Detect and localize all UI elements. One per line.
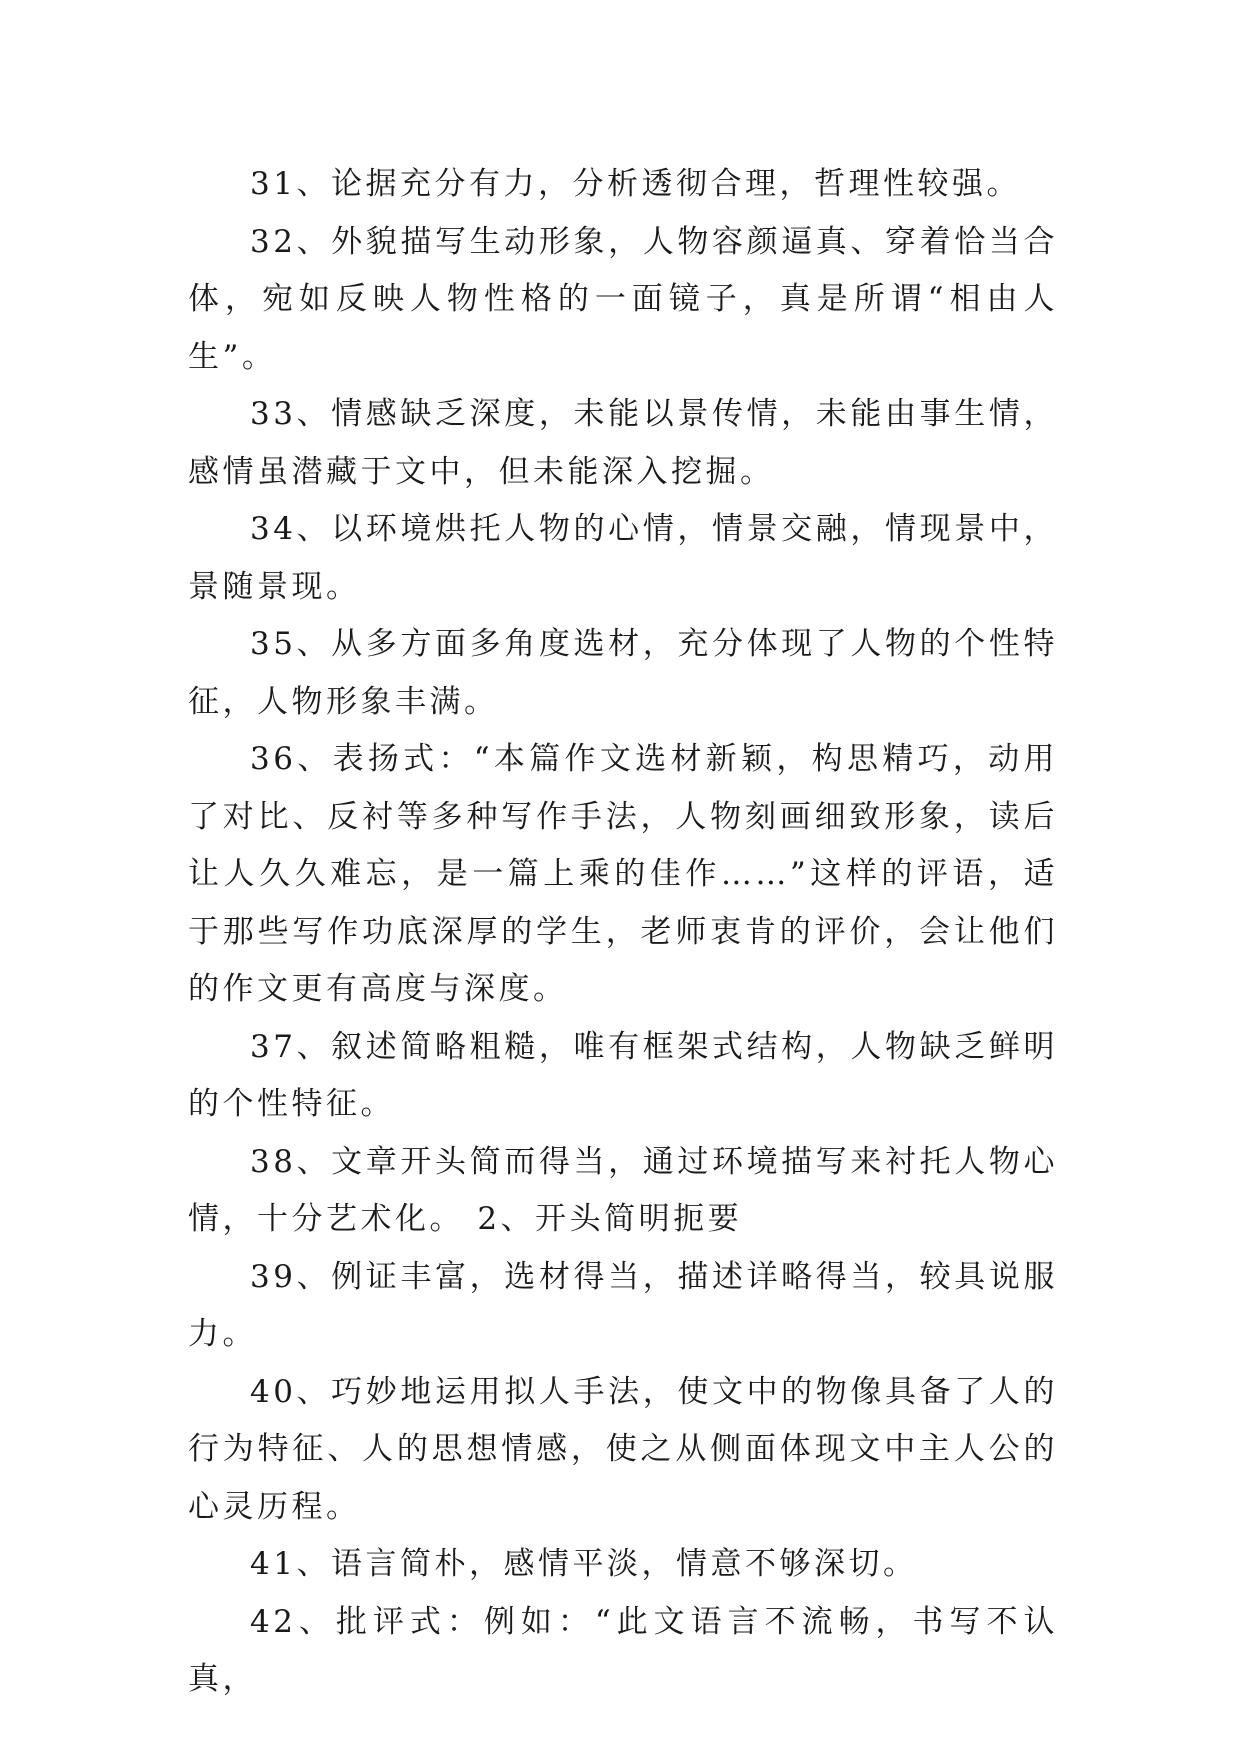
paragraph-31: 31、论据充分有力，分析透彻合理，哲理性较强。 [250,166,1021,202]
paragraph-38: 38、文章开头简而得当，通过环境描写来衬托人物心情，十分艺术化。 2、开头简明扼要 [188,1143,1058,1237]
paragraph-42: 42、批评式：例如：“此文语言不流畅，书写不认真， [188,1603,1058,1697]
paragraph-32: 32、外貌描写生动形象，人物容颜逼真、穿着恰当合体，宛如反映人物性格的一面镜子，真是所谓“相由人生”。 [188,223,1058,375]
paragraph-34: 34、以环境烘托人物的心情，情景交融，情现景中，景随景现。 [188,511,1058,605]
paragraph-35: 35、从多方面多角度选材，充分体现了人物的个性特征，人物形象丰满。 [188,626,1058,720]
document-body [188,156,1058,1709]
paragraph-40: 40、巧妙地运用拟人手法，使文中的物像具备了人的行为特征、人的思想情感，使之从侧面体现文中主人公的心灵历程。 [188,1373,1058,1525]
paragraph-37: 37、叙述简略粗糙，唯有框架式结构，人物缺乏鲜明的个性特征。 [188,1028,1058,1122]
paragraph-33: 33、情感缺乏深度，未能以景传情，未能由事生情，感情虽潜藏于文中，但未能深入挖掘。 [188,396,1058,490]
paragraph-41: 41、语言简朴，感情平淡，情意不够深切。 [250,1546,918,1582]
paragraph-36: 36、表扬式：“本篇作文选材新颖，构思精巧，动用了对比、反衬等多种写作手法，人物刻画细致形象，读后让人久久难忘，是一篇上乘的佳作……”这样的评语，适于那些写作功底深厚的学生，老师衷肯的评价，会让他们的作文更有高度与深度。 [188,741,1058,1007]
paragraph-39: 39、例证丰富，选材得当，描述详略得当，较具说服力。 [188,1258,1058,1352]
